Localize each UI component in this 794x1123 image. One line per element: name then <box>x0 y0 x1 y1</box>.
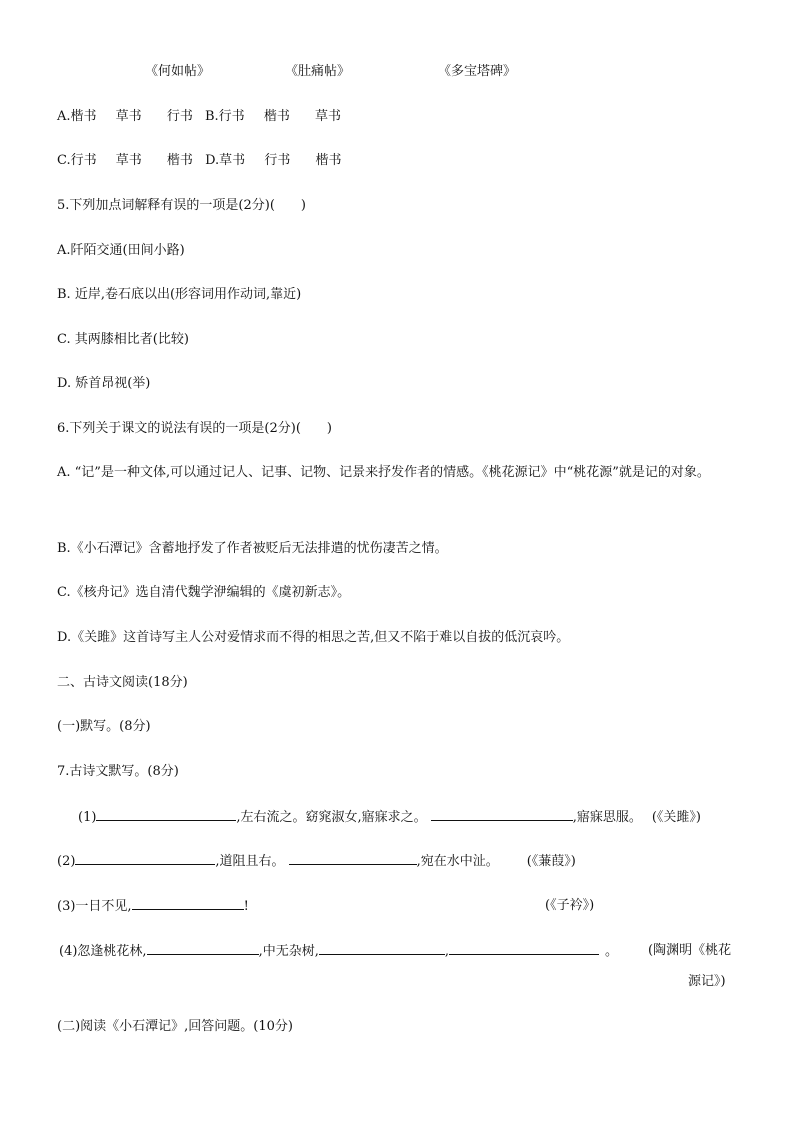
title-duobao-stele: 《多宝塔碑》 <box>438 64 517 79</box>
q5-stem: 5.下列加点词解释有误的一项是(2分)( ) <box>57 198 306 213</box>
option-b-3: 草书 <box>314 109 341 124</box>
option-b-1: B.行书 <box>204 109 245 124</box>
q7-stem: 7.古诗文默写。(8分) <box>57 764 179 779</box>
option-d-2: 行书 <box>264 153 291 168</box>
section-heading: 二、古诗文阅读(18分) <box>57 675 188 690</box>
q7-4-mid: ,中无杂树, <box>258 944 319 959</box>
title-dutong-tie: 《肚痛帖》 <box>285 64 351 79</box>
part-one-heading: (一)默写。(8分) <box>57 719 151 734</box>
q7-4-end: 。 <box>604 944 618 959</box>
q6-option-c: C.《核舟记》选自清代魏学洢编辑的《虞初新志》。 <box>57 585 351 600</box>
q7-1-source: (《关雎》) <box>651 810 701 825</box>
answer-blank-4a[interactable] <box>147 942 259 955</box>
answer-blank-2b[interactable] <box>289 852 417 865</box>
option-row-ab <box>57 108 341 126</box>
option-a-1: A.楷书 <box>57 109 97 124</box>
q7-1-end: ,寤寐思服。 <box>572 810 642 825</box>
q7-3-source: (《子衿》) <box>545 898 595 913</box>
q7-line-4 <box>59 942 618 961</box>
q7-4-comma: , <box>444 944 449 959</box>
q6-stem: 6.下列关于课文的说法有误的一项是(2分)( ) <box>57 421 332 436</box>
answer-blank-1b[interactable] <box>431 808 573 821</box>
q7-4-source-2: 源记》) <box>688 974 726 989</box>
q7-line-2 <box>57 852 576 871</box>
q5-option-d: D. 矫首昂视(举) <box>57 376 151 391</box>
option-d-3: 楷书 <box>315 153 342 168</box>
option-row-cd <box>57 152 341 170</box>
q5-option-c: C. 其两膝相比者(比较) <box>57 332 189 347</box>
option-a-3: 行书 <box>166 109 193 124</box>
q7-2-number: (2) <box>57 854 76 869</box>
q6-option-d: D.《关雎》这首诗写主人公对爱情求而不得的相思之苦,但又不陷于难以自拔的低沉哀吟。 <box>57 630 570 645</box>
option-c-2: 草书 <box>115 153 142 168</box>
q7-2-end: ,宛在水中沚。 <box>416 854 499 869</box>
q5-option-b: B. 近岸,卷石底以出(形容词用作动词,靠近) <box>57 287 302 302</box>
option-c-3: 楷书 <box>166 153 193 168</box>
q7-3-end: ! <box>243 899 249 914</box>
q6-option-b: B.《小石潭记》含蓄地抒发了作者被贬后无法排遣的忧伤凄苦之情。 <box>57 541 448 556</box>
option-c-1: C.行书 <box>57 153 97 168</box>
answer-blank-3[interactable] <box>132 897 244 910</box>
title-heru-tie: 《何如帖》 <box>145 64 211 79</box>
answer-blank-2a[interactable] <box>75 852 215 865</box>
q5-option-a: A.阡陌交通(田间小路) <box>57 243 185 258</box>
answer-blank-4c[interactable] <box>449 942 599 955</box>
q7-line-3 <box>57 897 249 916</box>
q7-4-source-1: (陶渊明《桃花 <box>648 943 732 958</box>
q7-2-source: (《蒹葭》) <box>526 854 576 869</box>
answer-blank-1a[interactable] <box>96 808 236 821</box>
q7-line-1 <box>78 808 701 827</box>
q7-3-text: (3)一日不见, <box>57 899 132 914</box>
q6-option-a: A. “记”是一种文体,可以通过记人、记事、记物、记景来抒发作者的情感。《桃花源记》中“桃花源”就是记的对象。 <box>57 465 710 480</box>
answer-blank-4b[interactable] <box>319 942 445 955</box>
q7-4-text: (4)忽逢桃花林, <box>59 944 147 959</box>
option-a-2: 草书 <box>115 109 142 124</box>
q7-1-text: ,左右流之。窈窕淑女,寤寐求之。 <box>236 810 427 825</box>
option-b-2: 楷书 <box>263 109 290 124</box>
part-two-heading: (二)阅读《小石潭记》,回答问题。(10分) <box>57 1019 293 1034</box>
q7-1-number: (1) <box>78 810 97 825</box>
q7-2-text: ,道阻且右。 <box>215 854 285 869</box>
option-d-1: D.草书 <box>205 153 246 168</box>
